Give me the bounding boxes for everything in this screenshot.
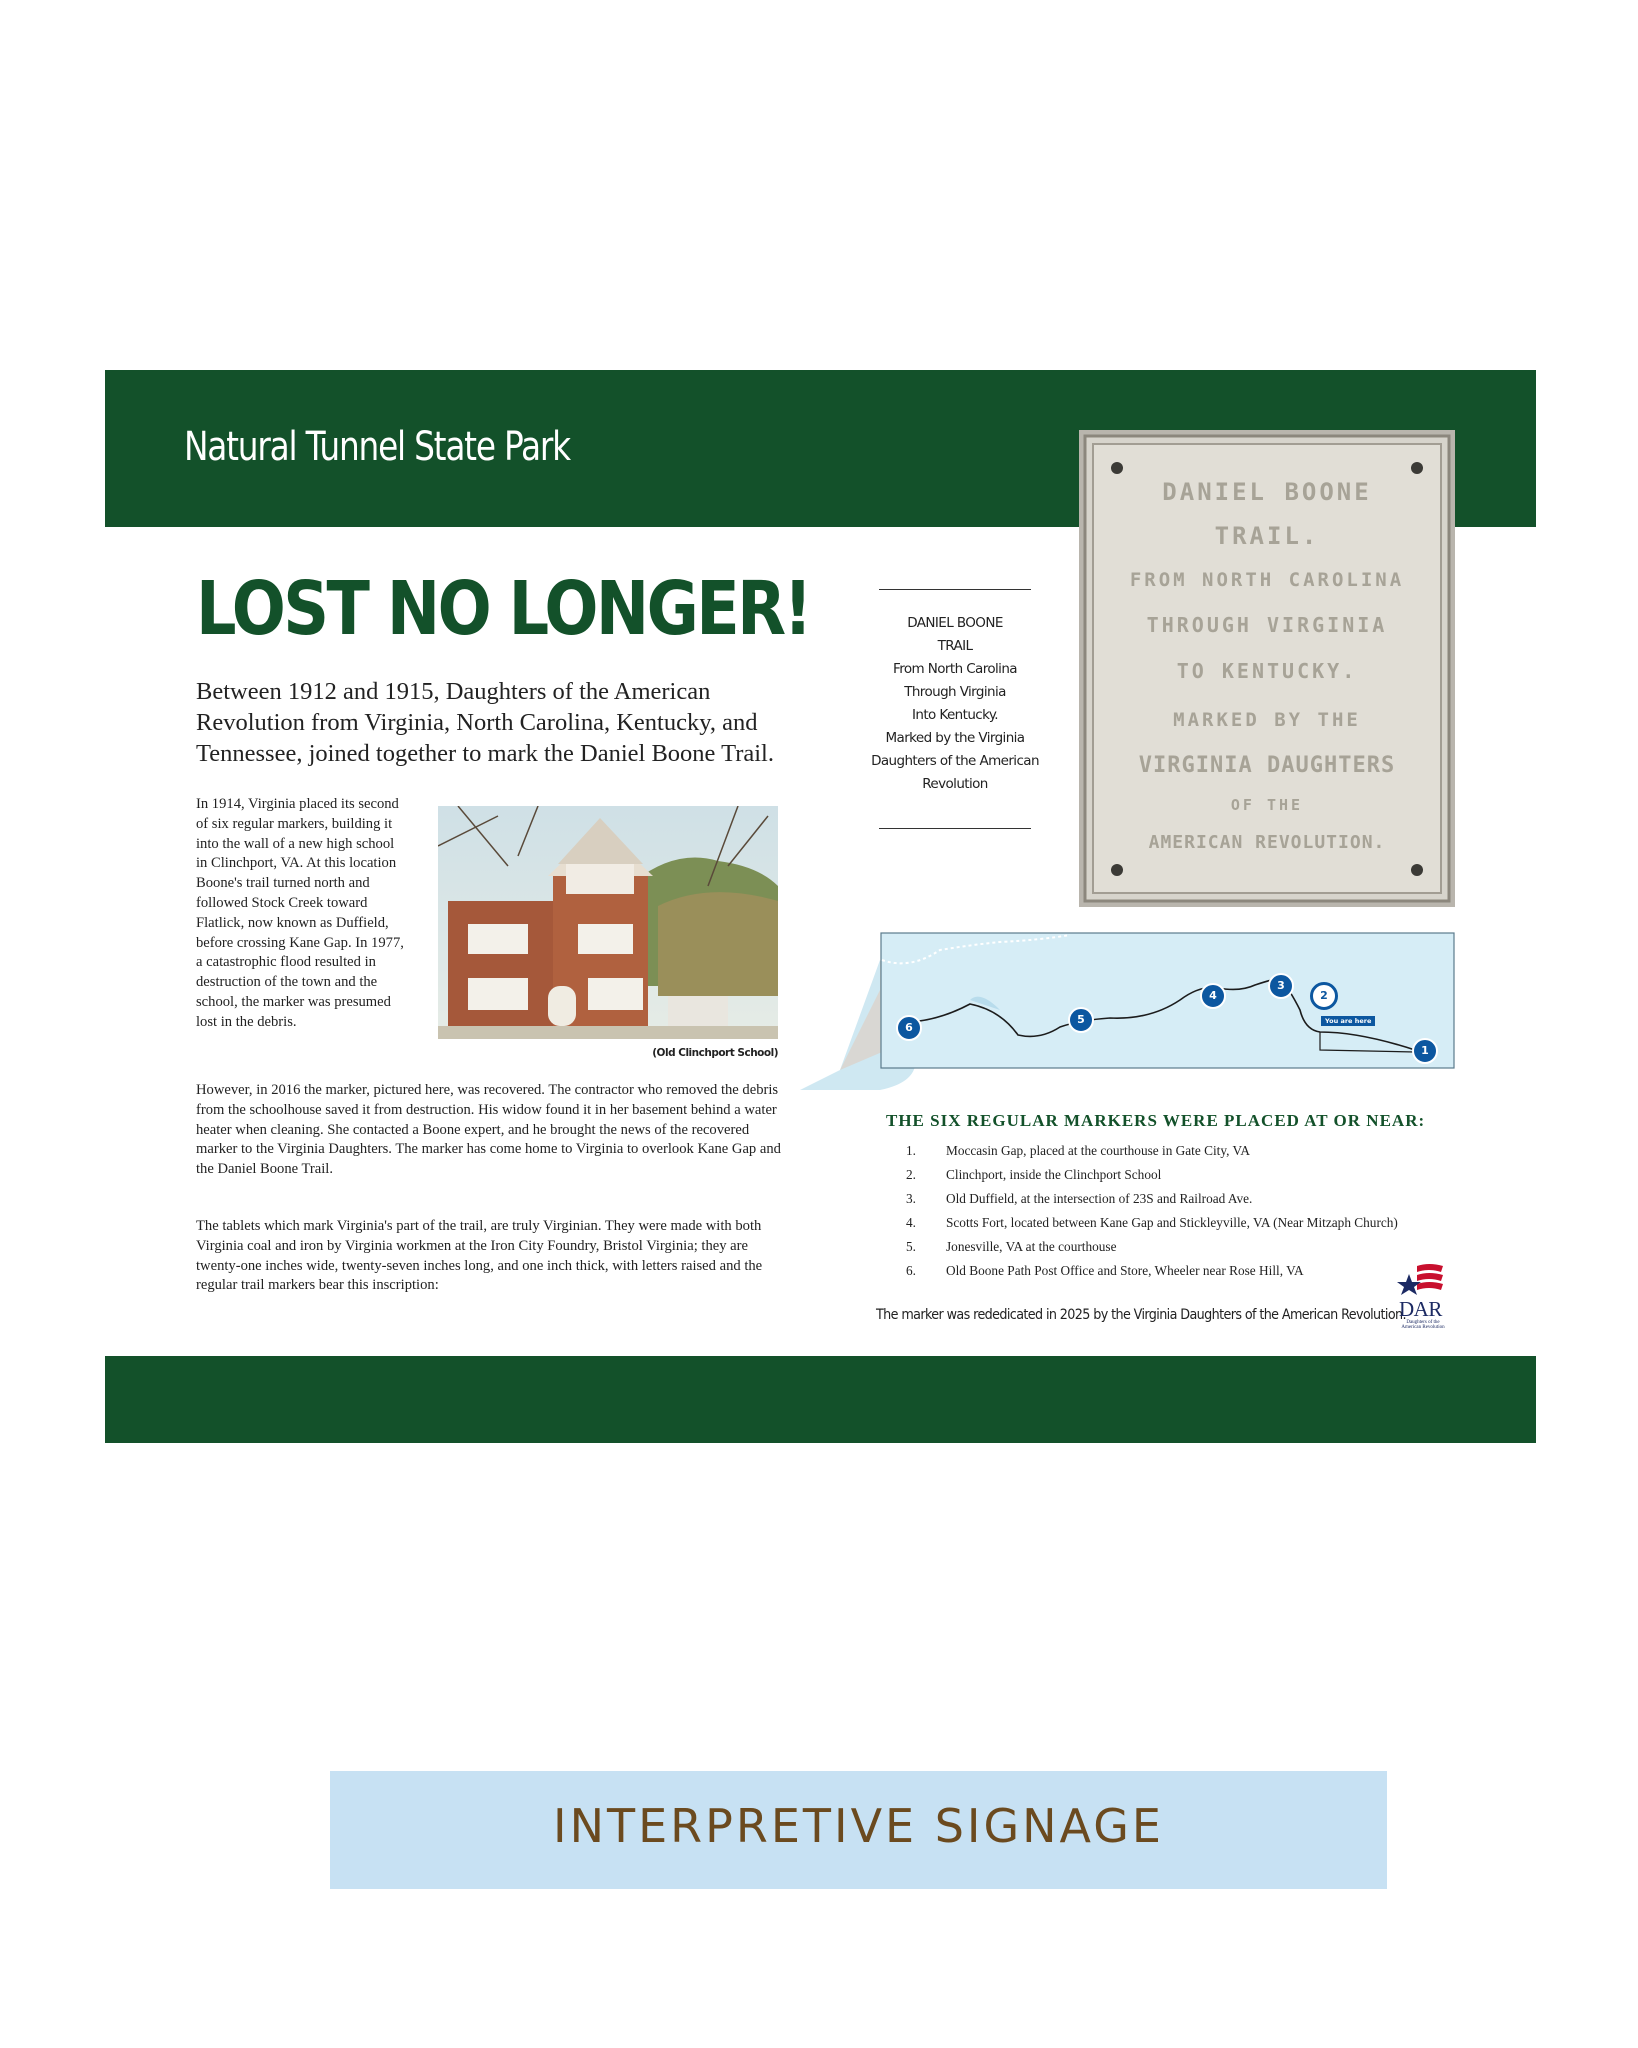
plaque-line: FROM NORTH CAROLINA [1129, 569, 1405, 591]
park-title: Natural Tunnel State Park [184, 424, 570, 470]
map-marker-3 [1268, 973, 1294, 999]
map-marker-label: 4 [1209, 989, 1217, 1002]
map-marker-label: 3 [1277, 979, 1285, 992]
list-item [908, 1187, 1428, 1211]
plaque-line: VIRGINIA DAUGHTERS [1138, 753, 1396, 778]
rededication-note: The marker was rededicated in 2025 by the Virginia Daughters of the American Revolution. [876, 1307, 1406, 1323]
list-item-number: 1. [906, 1143, 916, 1158]
history-paragraph-2 [196, 1081, 791, 1180]
map-marker-6 [896, 1015, 922, 1041]
list-item-text: Moccasin Gap, placed at the courthouse in Gate City, VA [946, 1143, 1251, 1158]
list-item-number: 2. [906, 1167, 916, 1182]
list-item-text: Old Duffield, at the intersection of 23S and Railroad Ave. [946, 1191, 1253, 1206]
dar-flag-icon [1395, 1262, 1451, 1302]
list-item [908, 1235, 1428, 1259]
plaque-line: OF THE [1230, 796, 1304, 814]
list-item-number: 5. [906, 1239, 916, 1254]
markers-list [908, 1139, 1428, 1283]
photo-caption: (Old Clinchport School) [652, 1047, 778, 1059]
clinchport-school-photo [438, 806, 778, 1039]
inscription-line: DANIEL BOONE [907, 615, 1003, 631]
map-marker-5 [1068, 1007, 1094, 1033]
map-marker-label: 5 [1077, 1013, 1085, 1026]
map-marker-2 [1310, 982, 1338, 1010]
plaque-line: DANIEL BOONE [1162, 478, 1372, 506]
map-marker-label: 1 [1421, 1044, 1429, 1057]
history-paragraph-1-text: In 1914, Virginia placed its second of six regular markers, building it into the wall of a new high school in Clinchport, VA. At this location Boone's trail turned north and followed Stock Creek toward Flatlick, now known as Duffield, before crossing Kane Gap. In 1977, a catastrophic flood resulted in destruction of the town and the school, the marker was presumed lost in the debris. [196, 796, 404, 1030]
inscription-line: Daughters of the American [871, 753, 1039, 769]
trail-map [800, 930, 1455, 1100]
map-marker-4 [1200, 983, 1226, 1009]
intro-paragraph: Between 1912 and 1915, Daughters of the American Revolution from Virginia, North Carolina, Kentucky, and Tennessee, joined together to mark the Daniel Boone Trail. [196, 678, 774, 767]
list-item-text: Old Boone Path Post Office and Store, Wheeler near Rose Hill, VA [946, 1263, 1304, 1278]
history-paragraph-2-text: However, in 2016 the marker, pictured here, was recovered. The contractor who removed the debris from the schoolhouse saved it from destruction. His widow found it in her basement behind a water heater when cleaning. She contacted a Boone expert, and he brought the news of the recovered marker to the Virginia Daughters. The marker has come home to Virginia to overlook Kane Gap and the Daniel Boone Trail. [196, 1082, 781, 1178]
daniel-boone-trail-plaque [1079, 430, 1455, 907]
school-photo-illustration [438, 806, 778, 1039]
history-paragraph-1 [196, 795, 406, 1033]
history-paragraph-3 [196, 1217, 791, 1296]
plaque-line: MARKED BY THE [1173, 709, 1361, 731]
list-item [908, 1139, 1428, 1163]
you-are-here-text: You are here [1325, 1017, 1372, 1025]
inscription-line: Through Virginia [904, 684, 1006, 700]
list-item-number: 3. [906, 1191, 916, 1206]
map-marker-label: 2 [1320, 989, 1328, 1002]
inscription-line: Into Kentucky. [912, 707, 998, 723]
list-item [908, 1211, 1428, 1235]
plaque-illustration [1079, 430, 1455, 907]
list-item-text: Jonesville, VA at the courthouse [946, 1239, 1117, 1254]
list-item-number: 4. [906, 1215, 916, 1230]
you-are-here-label [1321, 1016, 1375, 1026]
plaque-line: TO KENTUCKY. [1176, 659, 1358, 683]
inscription-top-rule [879, 589, 1031, 590]
dar-logo-subtitle: Daughters of the American Revolution [1401, 1320, 1445, 1330]
inscription-line: Revolution [922, 776, 988, 792]
plaque-line: THROUGH VIRGINIA [1146, 613, 1388, 637]
list-item-number: 6. [906, 1263, 916, 1278]
inscription-line: From North Carolina [893, 661, 1017, 677]
trail-map-illustration [800, 930, 1455, 1100]
list-item [908, 1259, 1428, 1283]
map-marker-1 [1412, 1038, 1438, 1064]
dar-logo-text: DAR [1399, 1297, 1442, 1321]
list-item-text: Clinchport, inside the Clinchport School [946, 1167, 1162, 1182]
inscription-text [868, 612, 1042, 796]
inscription-line: Marked by the Virginia [885, 730, 1025, 746]
interpretive-signage-label: INTERPRETIVE SIGNAGE [553, 1799, 1164, 1853]
history-paragraph-3-text: The tablets which mark Virginia's part of the trail, are truly Virginian. They were made with both Virginia coal and iron by Virginia workmen at the Iron City Foundry, Bristol Virginia; they are twenty-one inches wide, twenty-seven inches long, and one inch thick, with letters raised and the regular trail markers bear this inscription: [196, 1218, 763, 1294]
plaque-line: TRAIL. [1214, 522, 1320, 550]
list-item [908, 1163, 1428, 1187]
interpretive-signage-banner [330, 1771, 1387, 1889]
sign-headline: LOST NO LONGER! [196, 566, 810, 652]
inscription-line: TRAIL [937, 638, 973, 654]
map-marker-label: 6 [905, 1021, 913, 1034]
markers-heading: THE SIX REGULAR MARKERS WERE PLACED AT OR NEAR: [886, 1111, 1426, 1130]
plaque-line: AMERICAN REVOLUTION. [1148, 832, 1386, 853]
list-item-text: Scotts Fort, located between Kane Gap and Stickleyville, VA (Near Mitzaph Church) [946, 1215, 1398, 1230]
inscription-bottom-rule [879, 828, 1031, 829]
sign-footer-band [105, 1356, 1536, 1443]
